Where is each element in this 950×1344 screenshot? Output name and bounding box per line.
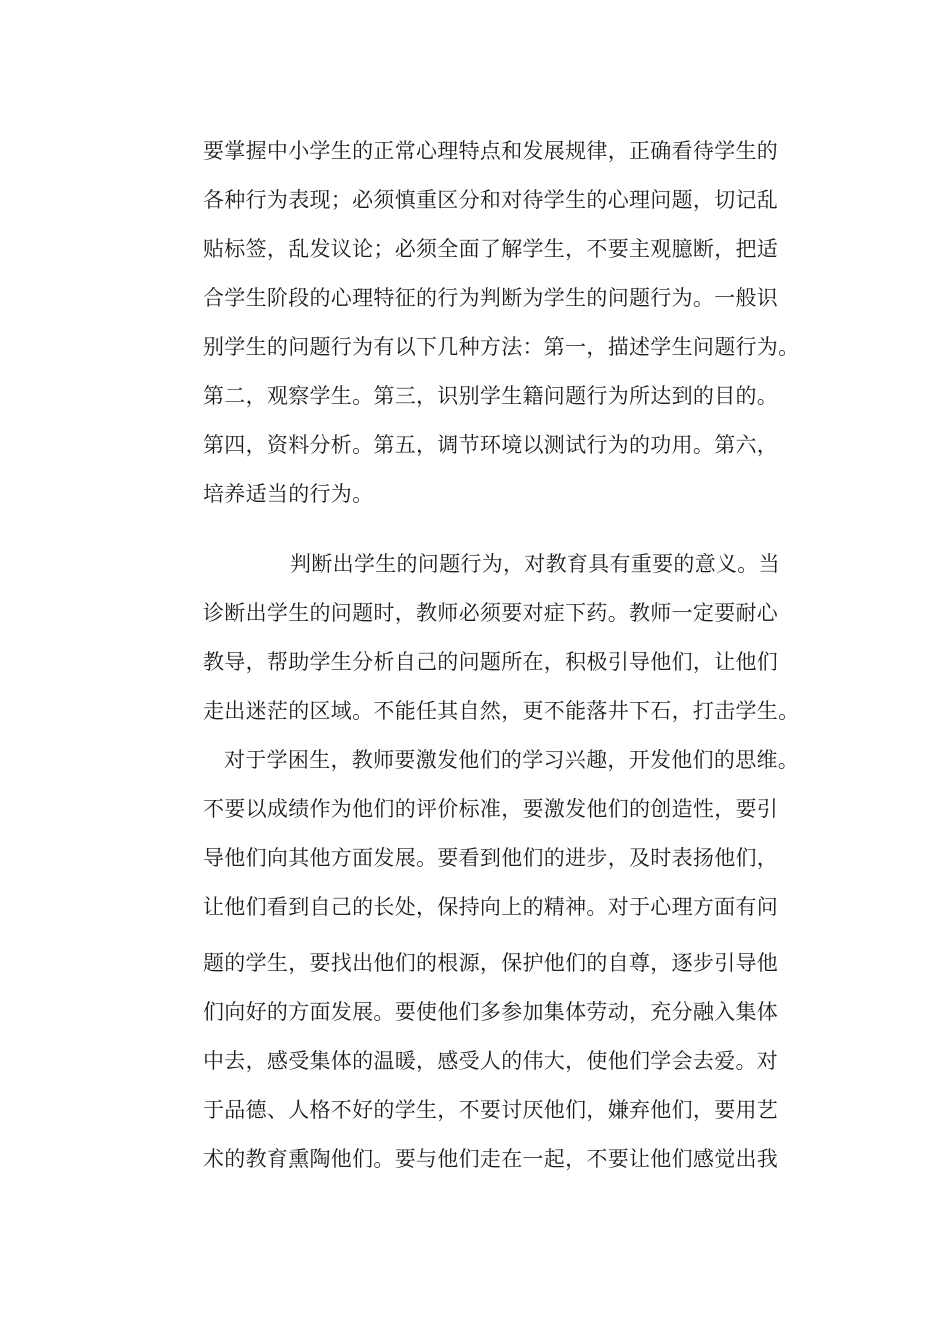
text-line: 要掌握中小学生的正常心理特点和发展规律，正确看待学生的 (203, 139, 779, 163)
text-line: 术的教育熏陶他们。要与他们走在一起，不要让他们感觉出我 (203, 1147, 779, 1171)
text-line: 培养适当的行为。 (203, 482, 374, 506)
text-line: 第四，资料分析。第五，调节环境以测试行为的功用。第六， (203, 433, 779, 457)
text-line: 走出迷茫的区域。不能任其自然，更不能落井下石，打击学生。 (203, 699, 800, 723)
paragraph-first-line: 判断出学生的问题行为，对教育具有重要的意义。当 (290, 552, 780, 576)
text-line: 诊断出学生的问题时，教师必须要对症下药。教师一定要耐心 (203, 601, 779, 625)
text-line: 让他们看到自己的长处，保持向上的精神。对于心理方面有问 (203, 895, 779, 919)
text-line: 别学生的问题行为有以下几种方法：第一，描述学生问题行为。 (203, 335, 800, 359)
text-line: 导他们向其他方面发展。要看到他们的进步，及时表扬他们， (203, 846, 779, 870)
text-line: 于品德、人格不好的学生，不要讨厌他们，嫌弃他们，要用艺 (203, 1098, 779, 1122)
text-line: 对于学困生，教师要激发他们的学习兴趣，开发他们的思维。 (224, 748, 800, 772)
text-line: 们向好的方面发展。要使他们多参加集体劳动，充分融入集体 (203, 1000, 779, 1024)
text-line: 教导，帮助学生分析自己的问题所在，积极引导他们，让他们 (203, 650, 779, 674)
text-line: 第二，观察学生。第三，识别学生籍问题行为所达到的目的。 (203, 384, 779, 408)
text-line: 合学生阶段的心理特征的行为判断为学生的问题行为。一般识 (203, 286, 779, 310)
text-line: 题的学生，要找出他们的根源，保护他们的自尊，逐步引导他 (203, 951, 779, 975)
text-line: 各种行为表现；必须慎重区分和对待学生的心理问题，切记乱 (203, 188, 779, 212)
text-line: 不要以成绩作为他们的评价标准，要激发他们的创造性，要引 (203, 797, 779, 821)
text-line: 贴标签，乱发议论；必须全面了解学生，不要主观臆断，把适 (203, 237, 779, 261)
text-line: 中去，感受集体的温暖，感受人的伟大，使他们学会去爱。对 (203, 1049, 779, 1073)
